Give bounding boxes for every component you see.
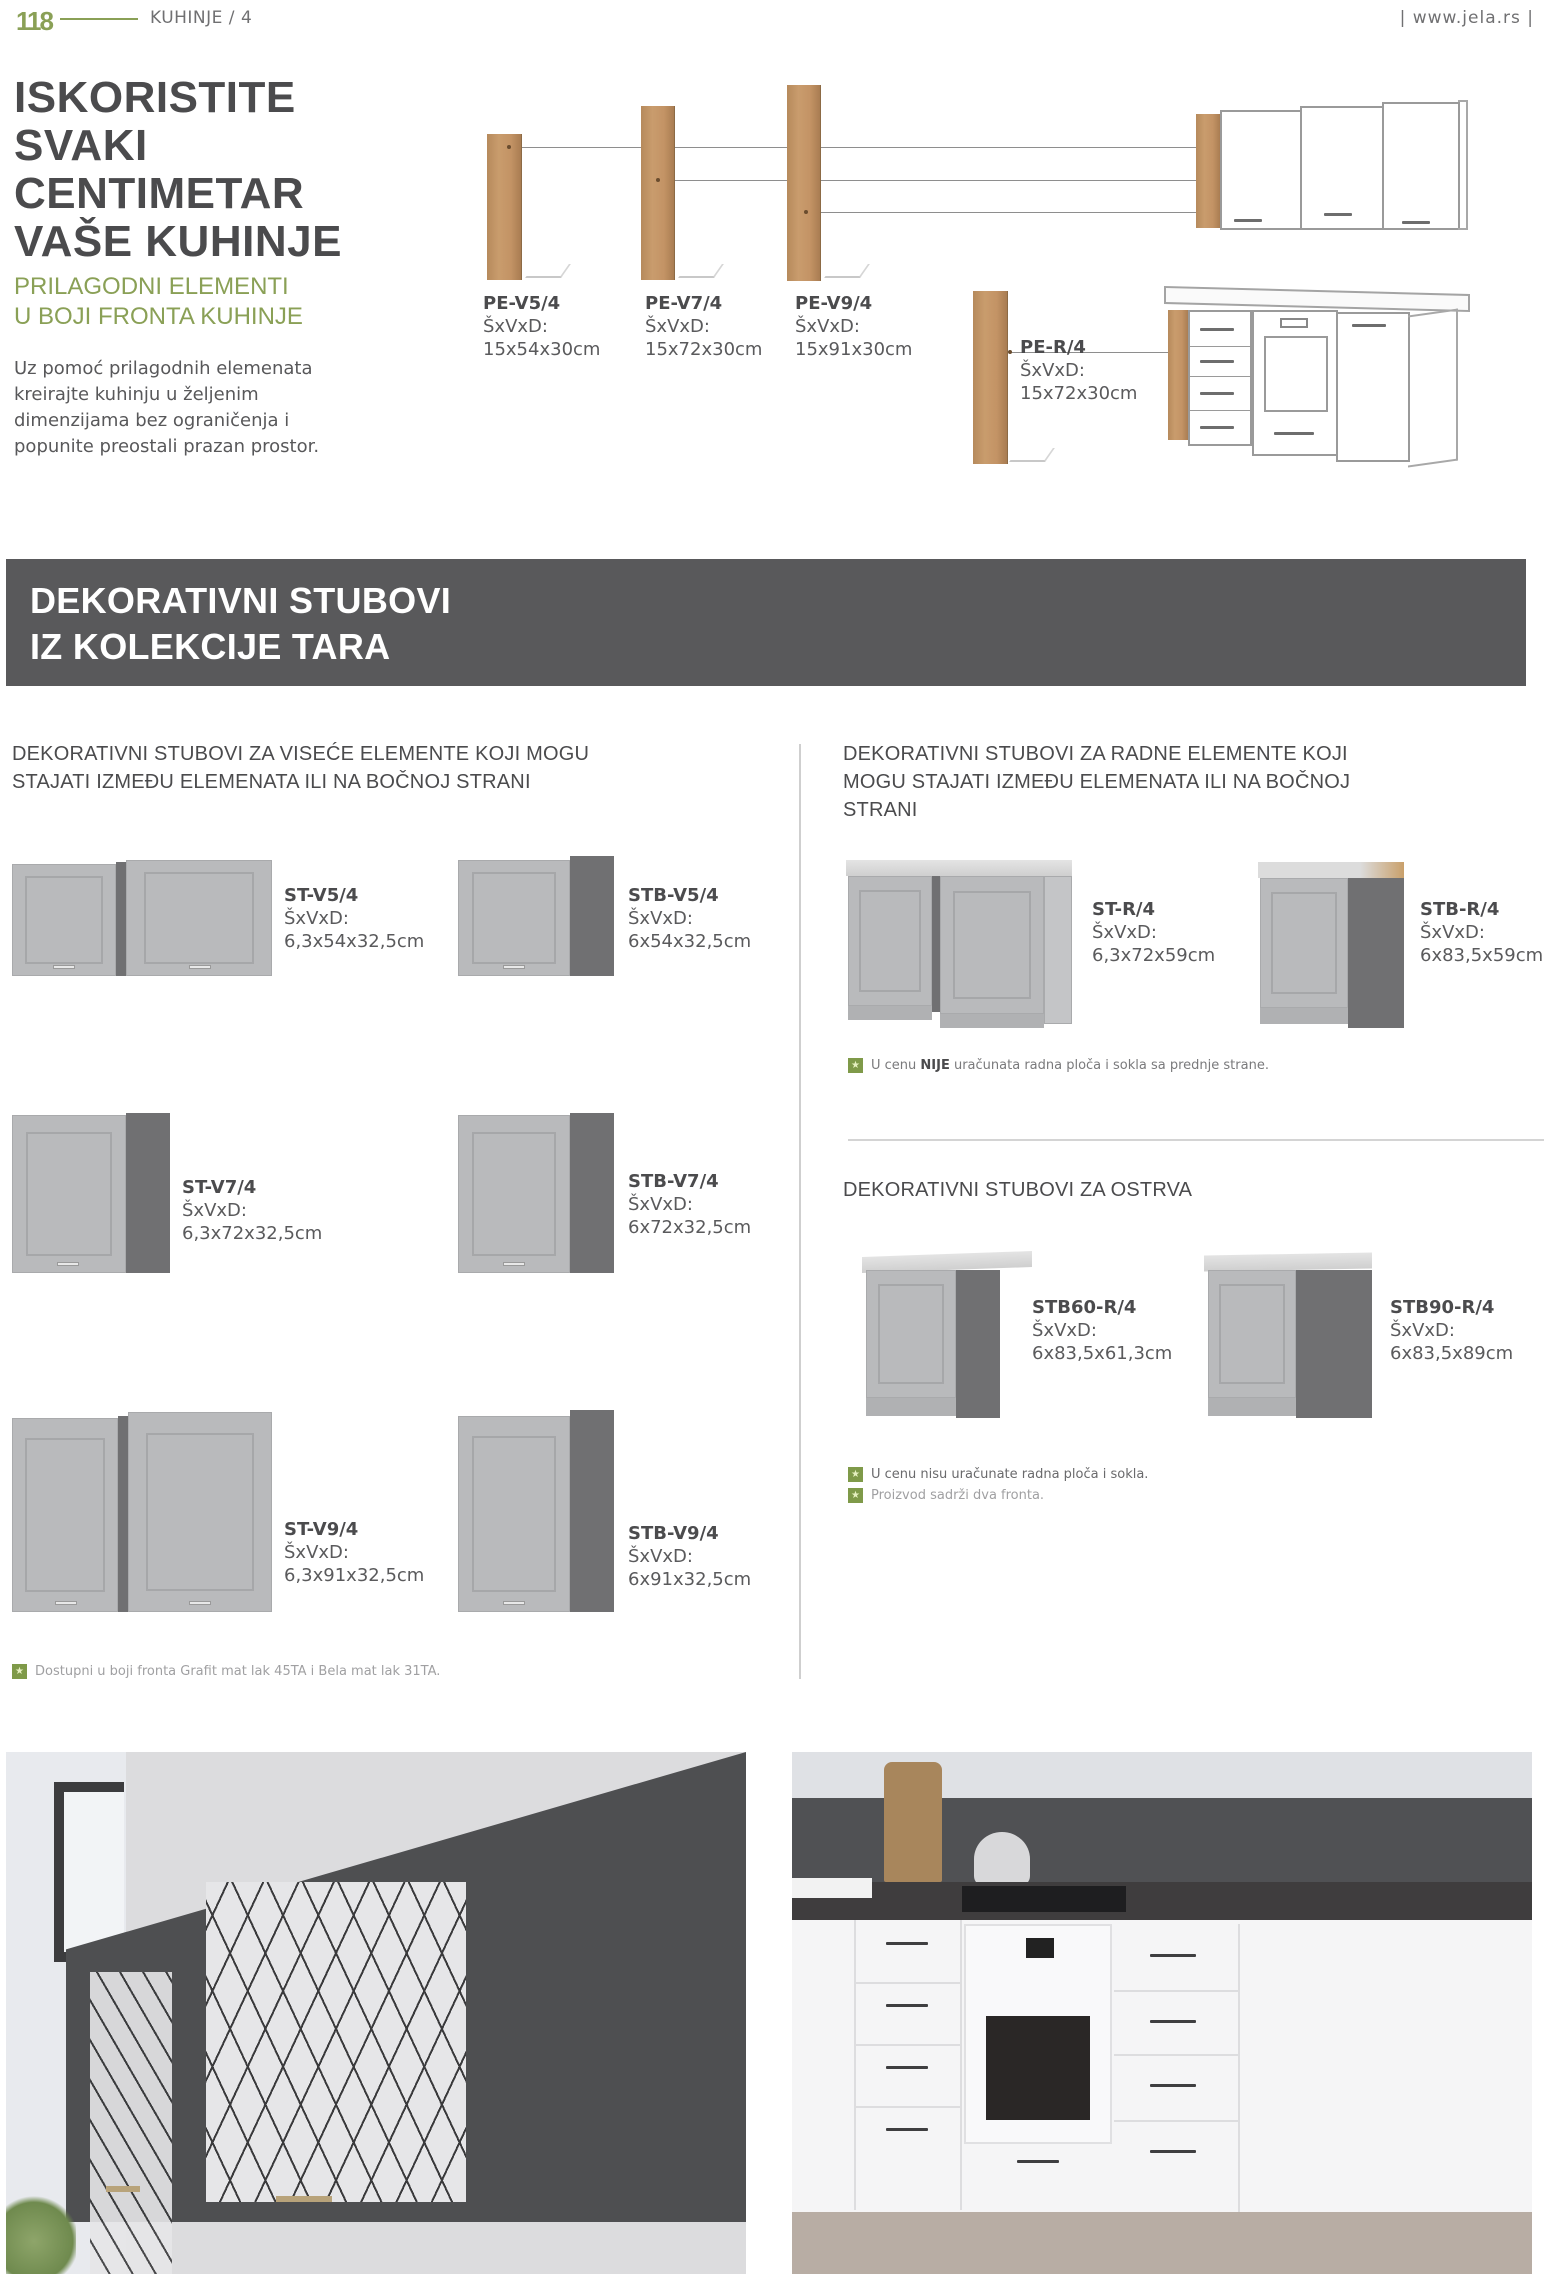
product-label-stb60-r: STB60-R/4 ŠxVxD: 6x83,5x61,3cm <box>1032 1297 1173 1364</box>
panel-foot <box>824 264 870 278</box>
handle <box>1017 2160 1059 2163</box>
site-link[interactable]: | www.jela.rs | <box>1399 8 1534 28</box>
panel-pe-v7-image <box>641 106 674 280</box>
product-st-v7-image <box>12 1113 170 1275</box>
handle <box>886 1942 928 1945</box>
floor <box>792 2212 1532 2274</box>
countertop <box>792 1882 1532 1922</box>
panel-pe-v9-image <box>787 85 820 281</box>
island-section-title: DEKORATIVNI STUBOVI ZA OSTRVA <box>843 1179 1193 1201</box>
product-stb-r-image <box>1258 862 1404 1028</box>
handle <box>1200 392 1234 395</box>
glass-door-left <box>90 1972 172 2274</box>
hero-subtitle: PRILAGODNI ELEMENTI U BOJI FRONTA KUHINJE <box>14 273 303 330</box>
breadcrumb: KUHINJE / 4 <box>150 8 253 28</box>
handle <box>1200 328 1234 331</box>
product-label-st-v7: ST-V7/4 ŠxVxD: 6,3x72x32,5cm <box>182 1177 323 1244</box>
handle <box>1234 219 1262 222</box>
island-note-1: ★ U cenu nisu uračunate radna ploča i sokla. <box>848 1467 1148 1482</box>
handle <box>1402 221 1430 224</box>
brass-handle <box>106 2186 140 2192</box>
handle <box>1150 2084 1196 2087</box>
cabinet-door <box>1220 110 1302 230</box>
hero-title: ISKORISTITE SVAKI CENTIMETAR VAŠE KUHINJE <box>14 73 342 266</box>
panel-foot <box>678 264 724 278</box>
star-icon: ★ <box>848 1467 863 1482</box>
cabinet-door <box>1336 312 1410 462</box>
product-label-st-v9: ST-V9/4 ŠxVxD: 6,3x91x32,5cm <box>284 1519 425 1586</box>
handle <box>1200 360 1234 363</box>
star-icon: ★ <box>848 1488 863 1503</box>
handle <box>1352 324 1386 327</box>
handle <box>1274 432 1314 435</box>
sink <box>792 1878 872 1898</box>
handle <box>1150 1954 1196 1957</box>
kettle <box>974 1832 1030 1886</box>
oven-unit <box>1252 310 1338 456</box>
island-note-2: ★ Proizvod sadrži dva fronta. <box>848 1488 1044 1503</box>
panel-foot <box>1009 448 1055 462</box>
hero-description: Uz pomoć prilagodnih elemenata kreirajte kuhinju u željenim dimenzijama bez ograničenja i popunite preostali prazan prostor. <box>14 358 320 457</box>
page-number: 118 <box>16 6 52 36</box>
glass-door-right <box>206 1882 466 2202</box>
leader-line <box>806 212 1198 213</box>
plant <box>6 2192 76 2274</box>
section-divider <box>848 1139 1544 1141</box>
cabinet-side <box>1408 308 1458 467</box>
star-icon: ★ <box>848 1058 863 1073</box>
side-panel <box>1196 114 1220 228</box>
window <box>54 1782 124 1962</box>
product-stb90-r-image <box>1204 1254 1372 1422</box>
leader-line <box>510 147 1198 148</box>
oven-door <box>1264 336 1328 412</box>
handle <box>886 2004 928 2007</box>
cabinet-door <box>1382 102 1460 230</box>
wall-section-title: DEKORATIVNI STUBOVI ZA VISEĆE ELEMENTE KOJI MOGU STAJATI IZMEĐU ELEMENATA ILI NA BOČNOJ STRANI <box>12 743 590 793</box>
handle <box>1150 2150 1196 2153</box>
panel-label-pe-r: PE-R/4 ŠxVxD: 15x72x30cm <box>1020 337 1138 404</box>
photo-graphite-wall-cabinets <box>6 1752 746 2274</box>
brass-handle <box>276 2196 332 2202</box>
panel-pe-r-image <box>973 291 1007 464</box>
cabinet-side <box>1458 100 1468 230</box>
panel-label-pe-v5: PE-V5/4 ŠxVxD: 15x54x30cm <box>483 293 601 360</box>
wall-section-note: ★ Dostupni u boji fronta Grafit mat lak 45TA i Bela mat lak 31TA. <box>12 1664 440 1679</box>
product-label-stb-v9: STB-V9/4 ŠxVxD: 6x91x32,5cm <box>628 1523 752 1590</box>
product-stb-v7-image <box>458 1113 614 1275</box>
panel-label-pe-v7: PE-V7/4 ŠxVxD: 15x72x30cm <box>645 293 763 360</box>
panel-label-pe-v9: PE-V9/4 ŠxVxD: 15x91x30cm <box>795 293 913 360</box>
handle <box>886 2128 928 2131</box>
worktop <box>1164 286 1470 312</box>
product-label-stb-r: STB-R/4 ŠxVxD: 6x83,5x59cm <box>1420 899 1544 966</box>
drawer-stack <box>1188 310 1252 446</box>
product-stb60-r-image <box>862 1254 1032 1422</box>
handle <box>886 2066 928 2069</box>
photo-white-kitchen <box>792 1752 1532 2274</box>
panel-pe-v5-image <box>487 134 521 280</box>
wall-cabinet-drawing <box>1196 100 1468 232</box>
oven-window <box>986 2016 1090 2120</box>
header-rule <box>60 18 138 20</box>
product-label-stb90-r: STB90-R/4 ŠxVxD: 6x83,5x89cm <box>1390 1297 1514 1364</box>
banner-title: DEKORATIVNI STUBOVI IZ KOLEKCIJE TARA <box>30 580 452 667</box>
side-panel <box>1168 310 1188 440</box>
product-stb-v9-image <box>458 1410 614 1614</box>
leader-dot <box>656 178 660 182</box>
cooktop <box>962 1886 1126 1912</box>
base-section-note: ★ U cenu NIJE uračunata radna ploča i sokla sa prednje strane. <box>848 1058 1269 1073</box>
product-label-stb-v5: STB-V5/4 ŠxVxD: 6x54x32,5cm <box>628 885 752 952</box>
panel-foot <box>525 264 571 278</box>
product-st-v5-image <box>12 858 272 978</box>
base-cabinet-drawing <box>1164 290 1470 490</box>
oven-display <box>1280 318 1308 328</box>
cutting-boards <box>884 1762 942 1882</box>
product-label-st-r: ST-R/4 ŠxVxD: 6,3x72x59cm <box>1092 899 1216 966</box>
oven-display <box>1026 1938 1054 1958</box>
product-label-st-v5: ST-V5/4 ŠxVxD: 6,3x54x32,5cm <box>284 885 425 952</box>
product-label-stb-v7: STB-V7/4 ŠxVxD: 6x72x32,5cm <box>628 1171 752 1238</box>
product-stb-v5-image <box>458 856 614 978</box>
handle <box>1200 426 1234 429</box>
oven <box>964 1924 1112 2144</box>
leader-line <box>658 180 1198 181</box>
leader-dot <box>507 145 511 149</box>
column-divider <box>799 744 801 1679</box>
handle <box>1150 2020 1196 2023</box>
cabinet-door <box>1300 106 1384 230</box>
star-icon: ★ <box>12 1664 27 1679</box>
product-st-v9-image <box>12 1410 272 1614</box>
product-st-r-image <box>846 860 1072 1030</box>
base-section-title: DEKORATIVNI STUBOVI ZA RADNE ELEMENTE KOJI MOGU STAJATI IZMEĐU ELEMENATA ILI NA BOČNOJ STRANI <box>843 743 1351 821</box>
leader-dot <box>804 210 808 214</box>
leader-dot <box>1008 350 1012 354</box>
handle <box>1324 213 1352 216</box>
